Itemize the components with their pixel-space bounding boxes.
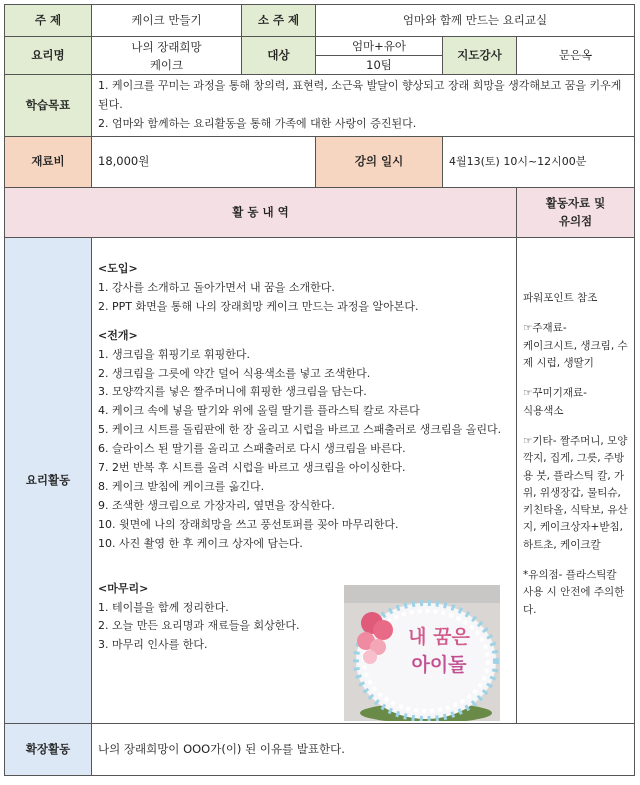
dev-item: 10. 윗면에 나의 장래희망을 쓰고 풍선토퍼를 꽂아 마무리한다. [98,517,399,531]
target-value [316,37,443,75]
date-label: 강의 일시 [316,137,443,188]
end-title: <마무리> [98,581,149,595]
dish-value [92,37,242,75]
lesson-plan-table [4,4,635,776]
dish-value-line1: 나의 장래희망 [131,39,202,54]
goal-item: 2. 엄마와 함께하는 요리활동을 통해 가족에 대한 사랑이 증진된다. [98,116,417,130]
note-item: *유의점- 플라스틱칼 사용 시 안전에 주의한다. [523,569,625,616]
materials-header-line1: 활동자료 및 [545,195,606,210]
cake-writing-line2: 아이돌 [411,654,467,676]
subtopic-value: 엄마와 함께 만드는 요리교실 [316,5,635,37]
end-item: 1. 테이블을 함께 정리한다. [98,600,229,614]
target-value-line2: 10팀 [366,58,392,72]
dev-item: 5. 케이크 시트를 돌림판에 한 장 올리고 시럽을 바르고 스패출러로 생크림을 올린다. [98,423,502,437]
cooking-label: 요리활동 [5,238,92,724]
dev-title: <전개> [98,328,138,342]
instructor-label: 지도강사 [443,37,517,75]
cake-photo [344,585,500,721]
note-item: ☞주재료- [523,322,567,335]
goals-label: 학습목표 [5,75,92,137]
cost-value: 18,000원 [92,137,316,188]
dev-item: 1. 생크림을 휘핑기로 휘핑한다. [98,347,250,361]
cost-label: 재료비 [5,137,92,188]
dish-value-line2: 케이크 [149,57,184,72]
goal-item: 1. 케이크를 꾸미는 과정을 통해 창의력, 표현력, 소근육 발달이 향상되고 장래 희망을 생각해보고 꿈을 키우게 된다. [98,79,622,112]
extension-text: 나의 장래희망이 OOO가(이) 된 이유를 발표한다. [92,724,635,776]
dev-item: 2. 생크림을 그릇에 약간 덜어 식용색소를 넣고 조색한다. [98,366,371,380]
dev-item: 6. 슬라이스 된 딸기를 올리고 스패출러로 다시 생크림을 바른다. [98,442,406,456]
topic-label: 주 제 [5,5,92,37]
topic-value: 케이크 만들기 [92,5,242,37]
subtopic-label: 소 주 제 [242,5,316,37]
dish-label: 요리명 [5,37,92,75]
date-value: 4월13(토) 10시~12시00분 [443,137,635,188]
extension-label: 확장활동 [5,724,92,776]
note-item: ☞꾸미기재료- [523,387,587,400]
cake-writing-line1: 내 꿈은 [408,626,470,648]
note-item: 식용색소 [523,404,564,417]
target-label: 대상 [242,37,316,75]
dev-item: 10. 사진 촬영 한 후 케이크 상자에 담는다. [98,536,303,550]
activity-materials-header [517,188,635,238]
dev-item: 9. 조색한 생크림으로 가장자리, 옆면을 장식한다. [98,498,335,512]
dev-item: 4. 케이크 속에 넣을 딸기와 위에 올릴 딸기를 플라스틱 칼로 자른다 [98,404,420,418]
materials-header-line2: 유의점 [558,213,593,228]
activity-content-header: 활 동 내 역 [5,188,517,238]
dev-item: 8. 케이크 받침에 케이크를 옮긴다. [98,479,265,493]
note-item: 케이크시트, 생크림, 수제 시럽, 생딸기 [523,339,628,369]
note-item: ☞기타- 짤주머니, 모양깍지, 집게, 그릇, 주방용 붓, 플라스틱 칼, 가위, 위생장갑, 물티슈, 키친타올, 식탁보, 유산지, 케이크상자+받침, 하트초, 케이크칼 [523,434,628,551]
end-item: 3. 마무리 인사를 한다. [98,638,208,652]
end-item: 2. 오늘 만든 요리명과 재료들을 회상한다. [98,619,300,633]
instructor-value: 문은옥 [517,37,635,75]
intro-item: 1. 강사를 소개하고 돌아가면서 내 꿈을 소개한다. [98,280,335,294]
note-item: 파워포인트 참조 [523,292,598,304]
intro-item: 2. PPT 화면을 통해 나의 장래희망 케이크 만드는 과정을 알아본다. [98,299,419,313]
intro-title: <도입> [98,262,138,275]
dev-item: 3. 모양깍지를 넣은 짤주머니에 휘핑한 생크림을 담는다. [98,385,367,399]
target-value-line1: 엄마+유아 [316,37,442,56]
dev-item: 7. 2번 반복 후 시트를 올려 시럽을 바르고 생크림을 아이싱한다. [98,461,406,475]
goals-content [92,75,635,137]
notes-content [517,238,635,724]
